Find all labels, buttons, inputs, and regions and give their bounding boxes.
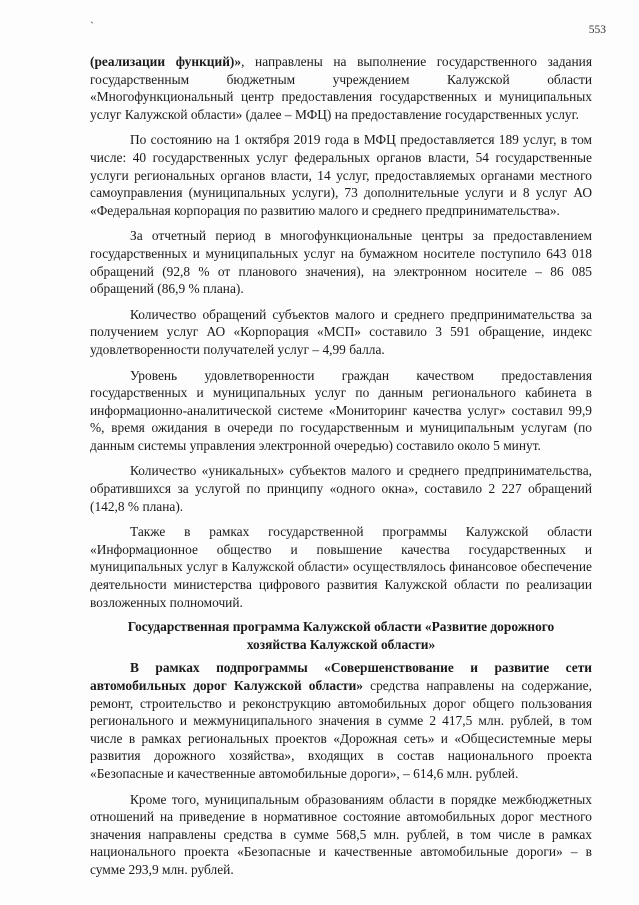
bold-fragment: (реализации функций)» [90,54,242,69]
scan-mark: ` [90,19,94,33]
paragraph-text: , направлены на выполнение государственного задания государственным бюджетным учреждением Калужской области «Многофункциональный центр предоставления государственных и муниципальных услуг Калужской области» (далее – МФЦ) на предоставление государственных услуг. [90,54,592,122]
paragraph-unique-subjects: Количество «уникальных» субъектов малого и среднего предпринимательства, обратившихся за услугой по принципу «одного окна», составило 2 227 обращений (142,8 % плана). [90,463,592,514]
paragraph-road-subprogram [90,659,592,782]
paragraph-requests: За отчетный период в многофункциональные центры за предоставлением государственных и муниципальных услуг на бумажном носителе поступило 643 018 обращений (92,8 % от планового значения), на электронном носителе – 86 085 обращений (86,9 % плана). [90,228,592,297]
paragraph-text: средства направлены на содержание, ремонт, строительство и реконструкцию автомобильных дорог общего пользования регионального и межмуниципального значения в сумме 2 417,5 млн. рублей, в том числе в рамках региональных проектов «Дорожная сеть» и «Общесистемные меры развития дорожного хозяйства», входящих в состав национального проекта «Безопасные и качественные автомобильные дороги», – 614,6 млн. рублей. [90,678,592,781]
bold-fragment: В рамках подпрограммы «Совершенствование и развитие сети автомобильных дорог Калужской области» [90,660,592,693]
document-body [90,53,592,887]
paragraph-msp-requests: Количество обращений субъектов малого и среднего предпринимательства за получением услуг АО «Корпорация «МСП» составило 3 591 обращение, индекс удовлетворенности получателей услуг – 4,99 балла. [90,306,592,357]
paragraph-mfc-tasks [90,53,592,123]
paragraph-services-count: По состоянию на 1 октября 2019 года в МФЦ предоставляется 189 услуг, в том числе: 40 государственных услуг федеральных органов власти, 54 государственные услуги региональных органов власти, 14 услуг, предоставляемых органами местного самоуправления (муниципальных услуги), 73 дополнительные услуги и 8 услуг АО «Федеральная корпорация по развитию малого и среднего предпринимательства». [90,132,592,218]
section-heading: Государственная программа Калужской области «Развитие дорожного хозяйства Калужской области» [127,619,555,652]
paragraph-information-society: Также в рамках государственной программы Калужской области «Информационное общество и повышение качества государственных и муниципальных услуг в Калужской области» осуществлялось финансовое обеспечение деятельности министерства цифрового развития Калужской области по реализации возложенных полномочий. [90,524,592,610]
paragraph-satisfaction: Уровень удовлетворенности граждан качеством предоставления государственных и муниципальных услуг по данным регионального кабинета в информационно-аналитической системе «Мониторинг качества услуг» составил 99,9 %, время ожидания в очереди по государственным и муниципальным услугам (по данным системы управления электронной очередью) составило около 5 минут. [90,367,592,453]
paragraph-municipal-roads: Кроме того, муниципальным образованиям области в порядке межбюджетных отношений на приведение в нормативное состояние автомобильных дорог местного значения направлены средства в сумме 568,5 млн. рублей, в том числе в рамках национального проекта «Безопасные и качественные автомобильные дороги» – в сумме 293,9 млн. рублей. [90,791,592,877]
page-number: 553 [588,24,606,36]
